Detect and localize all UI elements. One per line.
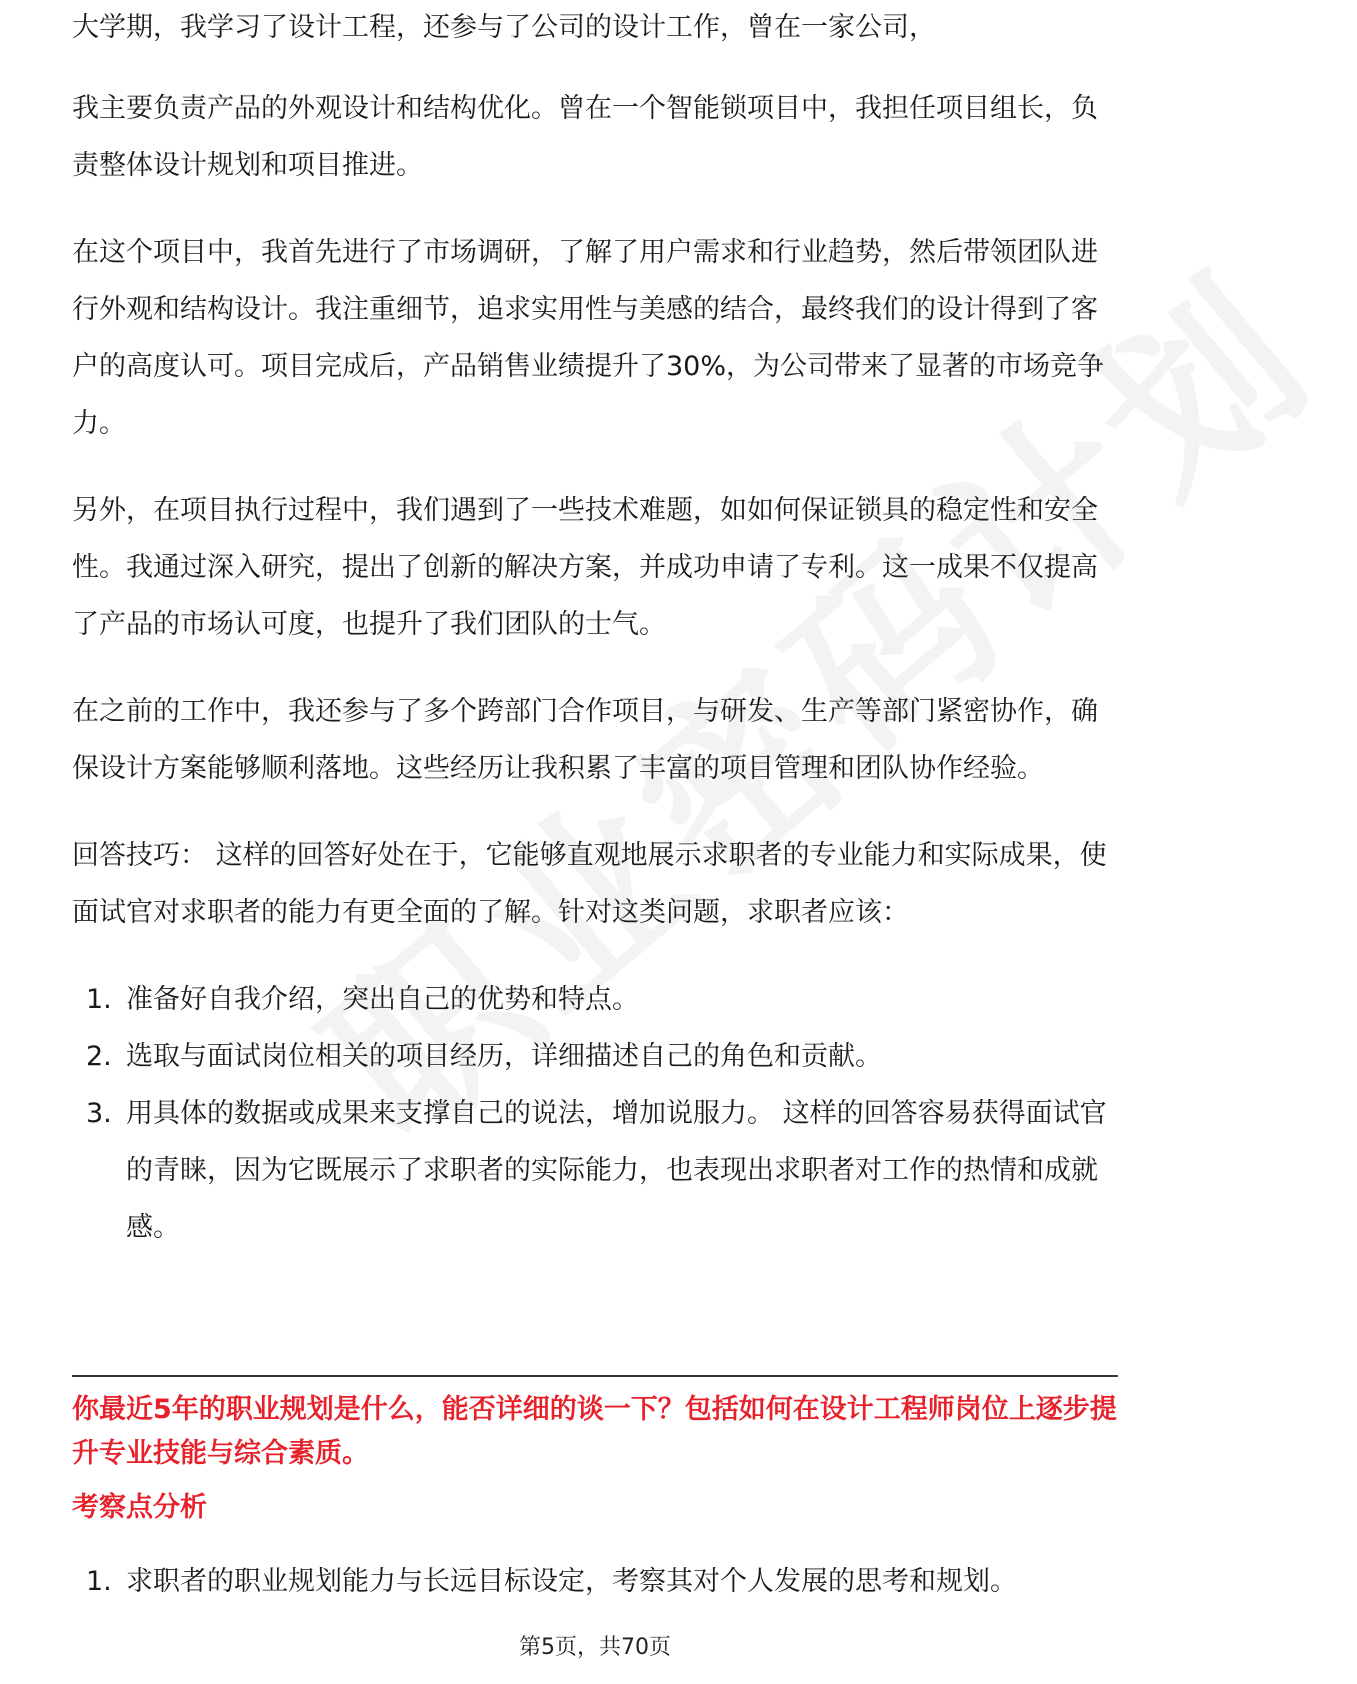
- page-number: 第5页，共70页: [519, 1635, 671, 1660]
- list-number: 3.: [86, 1098, 112, 1129]
- list-item-text: 求职者的职业规划能力与长远目标设定，考察其对个人发展的思考和规划。: [126, 1566, 1017, 1597]
- analysis-list: [72, 1553, 1122, 1610]
- list-item: [72, 1553, 1122, 1610]
- list-item-text: 准备好自我介绍，突出自己的优势和特点。: [126, 984, 639, 1015]
- list-item-text: 选取与面试岗位相关的项目经历，详细描述自己的角色和贡献。: [126, 1041, 882, 1072]
- tips-list: [72, 971, 1122, 1256]
- list-number: 1.: [86, 1566, 112, 1597]
- list-item: [72, 971, 1122, 1028]
- paragraph: 我主要负责产品的外观设计和结构优化。曾在一个智能锁项目中，我担任项目组长，负责整体设计规划和项目推进。: [72, 93, 1098, 181]
- paragraph: 在这个项目中，我首先进行了市场调研，了解了用户需求和行业趋势，然后带领团队进行外观和结构设计。我注重细节，追求实用性与美感的结合，最终我们的设计得到了客户的高度认可。项目完成后，产品销售业绩提升了30%，为公司带来了显著的市场竞争力。: [72, 237, 1105, 439]
- list-number: 2.: [86, 1041, 112, 1072]
- answer-tips-paragraph: 回答技巧： 这样的回答好处在于，它能够直观地展示求职者的专业能力和实际成果，使面试官对求职者的能力有更全面的了解。针对这类问题，求职者应该：: [72, 840, 1107, 928]
- list-item: [72, 1085, 1122, 1256]
- answer-body: [72, 80, 1122, 1256]
- list-number: 1.: [86, 984, 112, 1015]
- section-divider: [72, 1375, 1118, 1377]
- list-item-text: 用具体的数据或成果来支撑自己的说法，增加说服力。 这样的回答容易获得面试官的青睐，因为它既展示了求职者的实际能力，也表现出求职者对工作的热情和成就感。: [126, 1098, 1107, 1243]
- paragraph: 在之前的工作中，我还参与了多个跨部门合作项目，与研发、生产等部门紧密协作，确保设计方案能够顺利落地。这些经历让我积累了丰富的项目管理和团队协作经验。: [72, 696, 1098, 784]
- analysis-heading: 考察点分析: [72, 1492, 207, 1523]
- list-item: [72, 1028, 1122, 1085]
- paragraph: 另外，在项目执行过程中，我们遇到了一些技术难题，如如何保证锁具的稳定性和安全性。我通过深入研究，提出了创新的解决方案，并成功申请了专利。这一成果不仅提高了产品的市场认可度，也提升了我们团队的士气。: [72, 495, 1098, 640]
- cut-off-text-line: 大学期，我学习了设计工程，还参与了公司的设计工作，曾在一家公司，: [72, 12, 936, 43]
- interview-question: 你最近5年的职业规划是什么，能否详细的谈一下？包括如何在设计工程师岗位上逐步提升专业技能与综合素质。: [72, 1394, 1117, 1469]
